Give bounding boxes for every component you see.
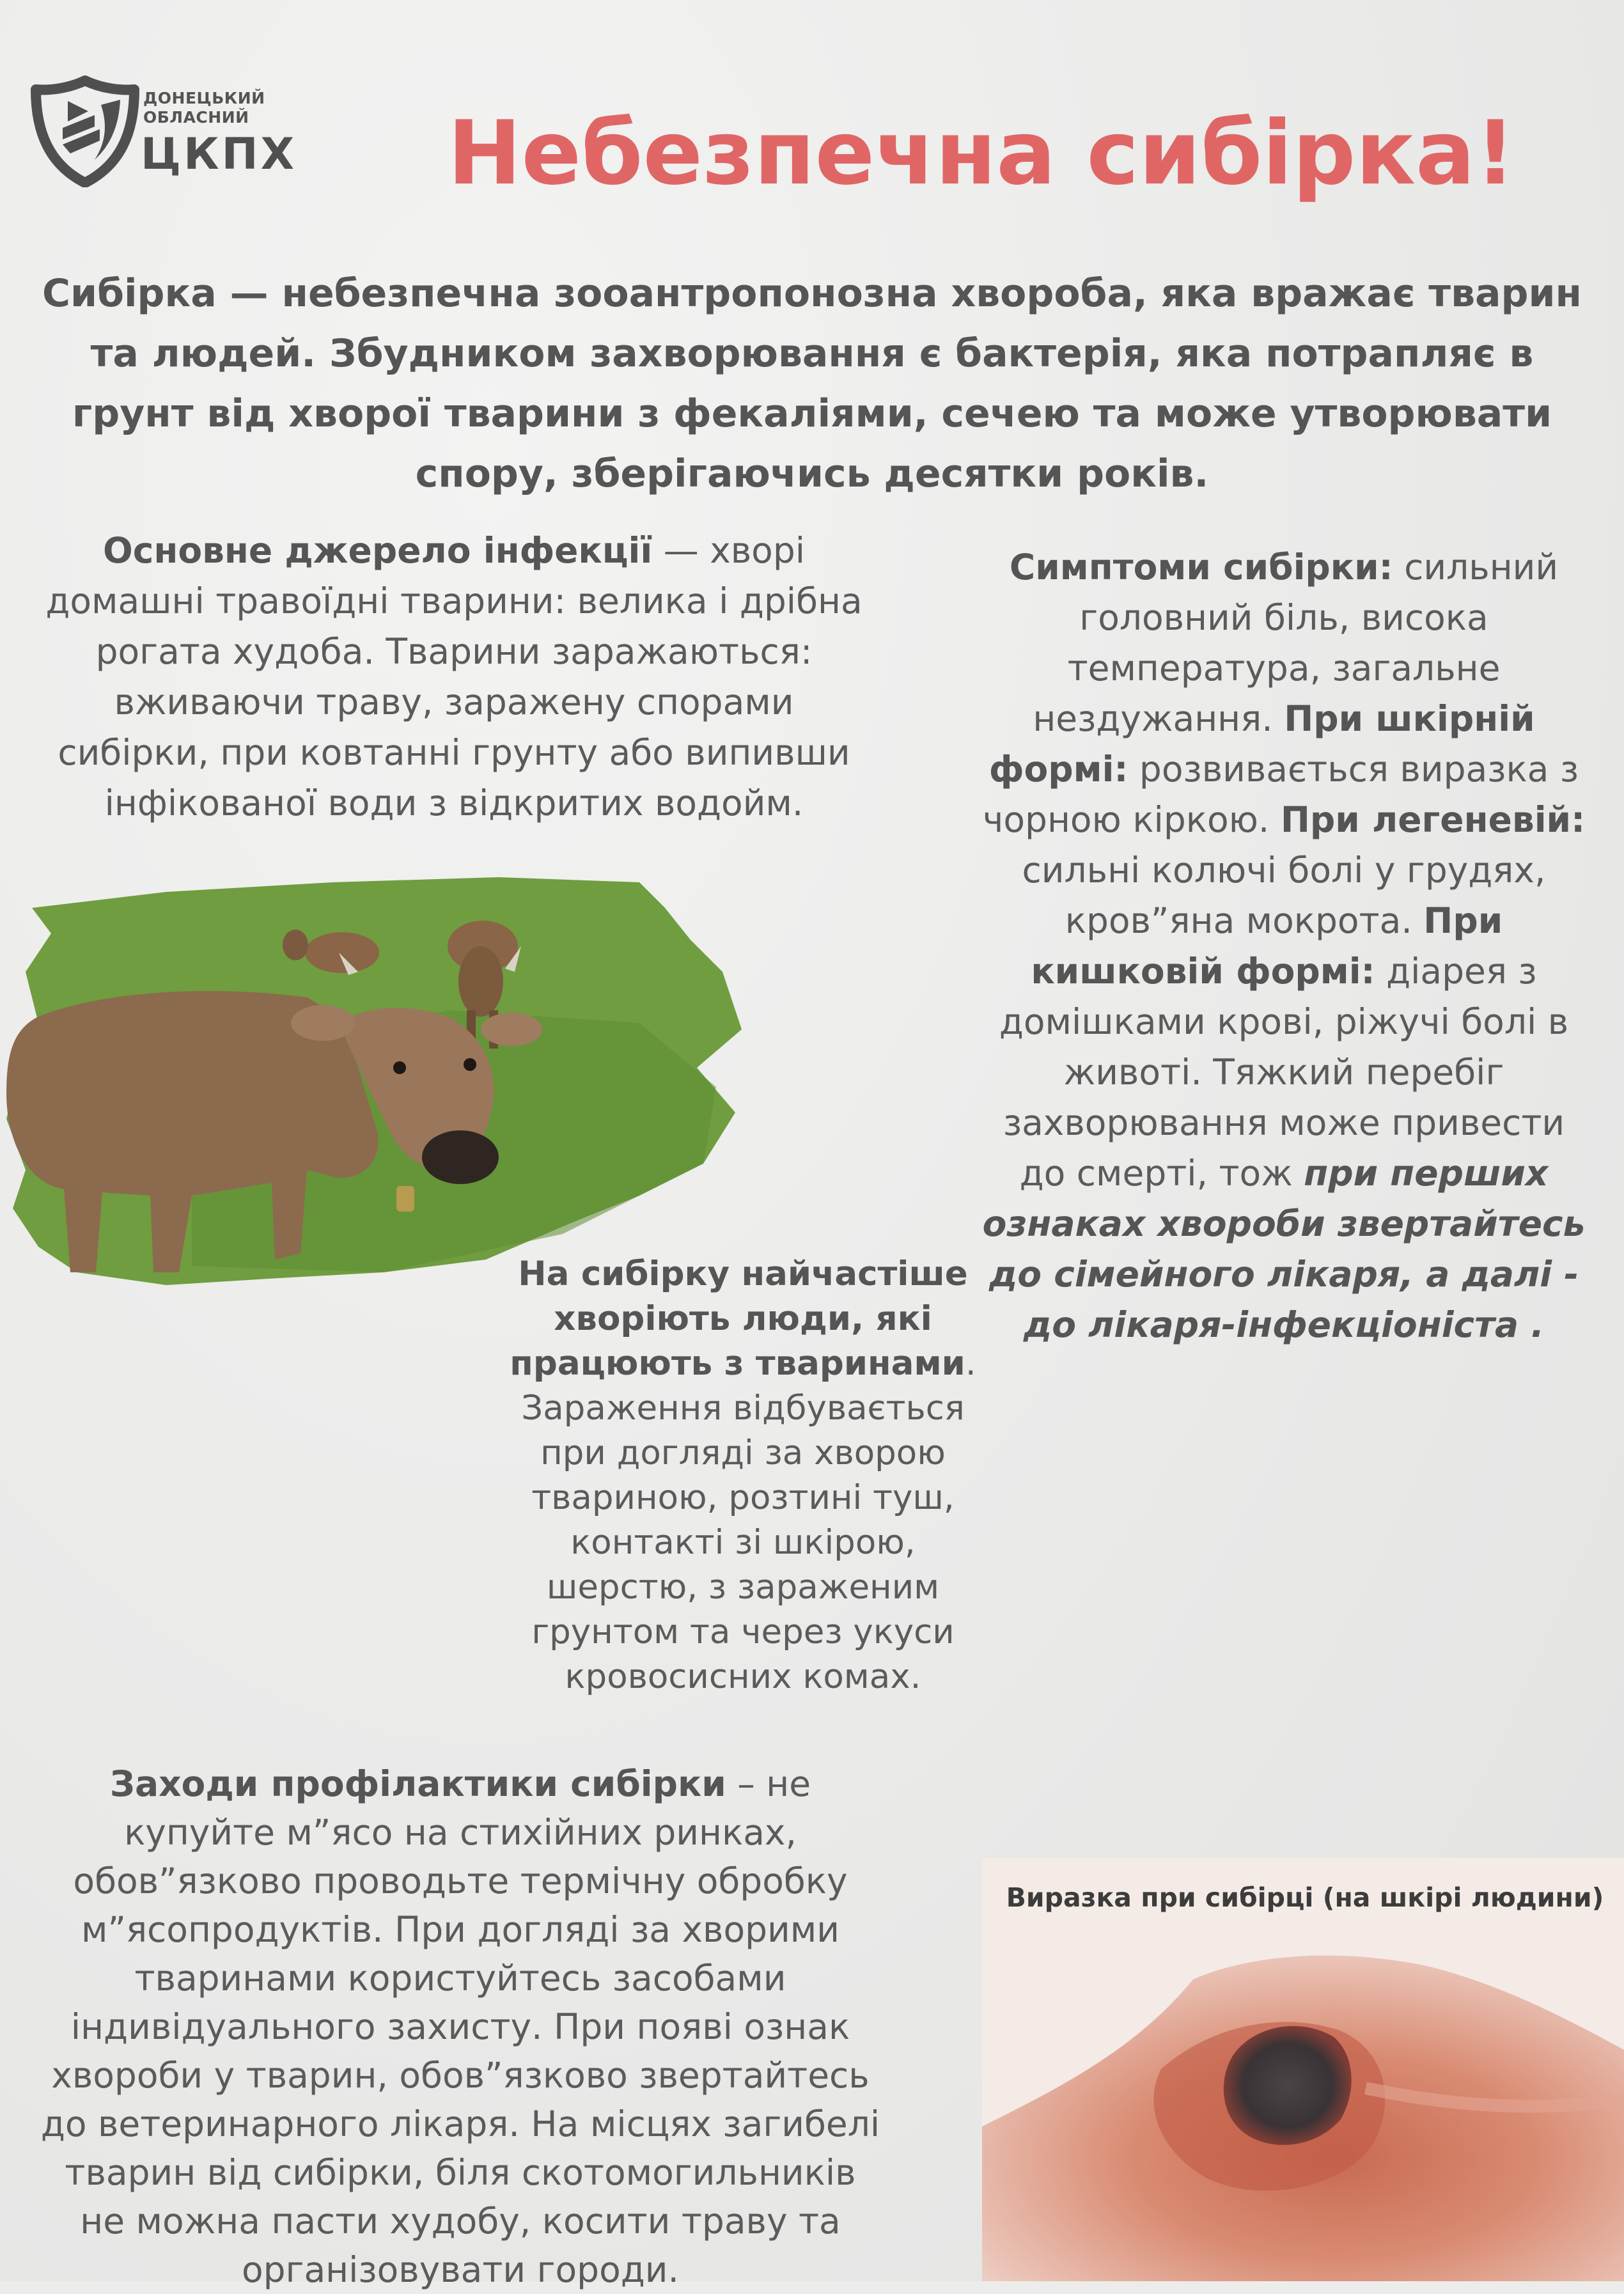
logo-region-line1: ДОНЕЦЬКИЙ [143,89,265,107]
prevention-heading: Заходи профілактики сибірки [109,1763,726,1804]
skin-form-text: розвивається виразка з чорною кіркою. [982,749,1579,840]
at-risk-people-period: . [965,1344,976,1383]
gut-form-text: діарея з домішками крові, ріжучі болі в животі. Тяжкий перебіг захворювання може привести до смерті, тож [999,951,1569,1194]
gut-form-label: При кишковій формі: [1031,900,1503,992]
at-risk-people-heading: На сибірку найчастіше хворіють люди, які працюють з тваринами [510,1254,968,1383]
infection-source-text: — хворі домашні травоїдні тварини: велика і дрібна рогата худоба. Тварини заражаються: вживаючи траву, заражену спорами сибірки, при ковтанні грунту або випивши інфікованої води з відкритих водойм. [45,530,863,823]
page-title: Небезпечна сибірка! [448,102,1516,205]
intro-paragraph: Сибірка — небезпечна зооантропонозна хвороба, яка вражає тварин та людей. Збудником захворювання є бактерія, яка потрапляє в грунт від хворої тварини з фекаліями, сечею та може утворювати спору, зберігаючись десятки років. [42,271,1582,496]
infection-source-heading: Основне джерело інфекції [102,530,653,571]
prevention-text: – не купуйте м”ясо на стихійних ринках, обов”язково проводьте термічну обробку м”ясопродуктів. При догляді за хворими тваринами користуйтесь засобами індивідуального захисту. При появі ознак хвороби у тварин, обов”язково звертайтесь до ветеринарного лікаря. На місцях загибелі тварин від сибірки, біля скотомогильників не можна пасти худобу, косити траву та організовувати городи. [40,1763,880,2290]
lung-form-label: При легеневій: [1280,799,1586,840]
shield-logo-icon [31,75,139,187]
anthrax-skin-ulcer-image [982,1858,1624,2281]
symptoms-heading: Симптоми сибірки: [1009,547,1393,588]
cows-in-pasture-image [0,863,754,1298]
infection-source-paragraph [38,526,870,829]
at-risk-people-text: Зараження відбувається при догляді за хворою твариною, розтині туш, контакті зі шкірою, шерстю, з зараженим грунтом та через укуси кровосисних комах. [521,1389,965,1696]
skin-form-label: При шкірній формі: [988,698,1535,790]
at-risk-people-paragraph [494,1252,992,1699]
logo [31,75,297,197]
logo-name: ЦКПХ [141,129,297,180]
symptoms-general-text: сильний головний біль, висока температура, загальне нездужання. [1033,547,1559,739]
symptoms-paragraph [977,542,1591,1350]
logo-region-line2: ОБЛАСНИЙ [143,108,249,127]
lung-form-text: сильні колючі болі у грудях, кров”яна мокрота. [1022,850,1546,941]
prevention-paragraph [38,1760,882,2294]
skin-ulcer-caption: Виразка при сибірці (на шкірі людини) [1006,1882,1604,1913]
doctor-warning: при перших ознаках хвороби звертайтесь до сімейного лікаря, а далі - до лікаря-інфекціоніста . [982,1153,1586,1345]
